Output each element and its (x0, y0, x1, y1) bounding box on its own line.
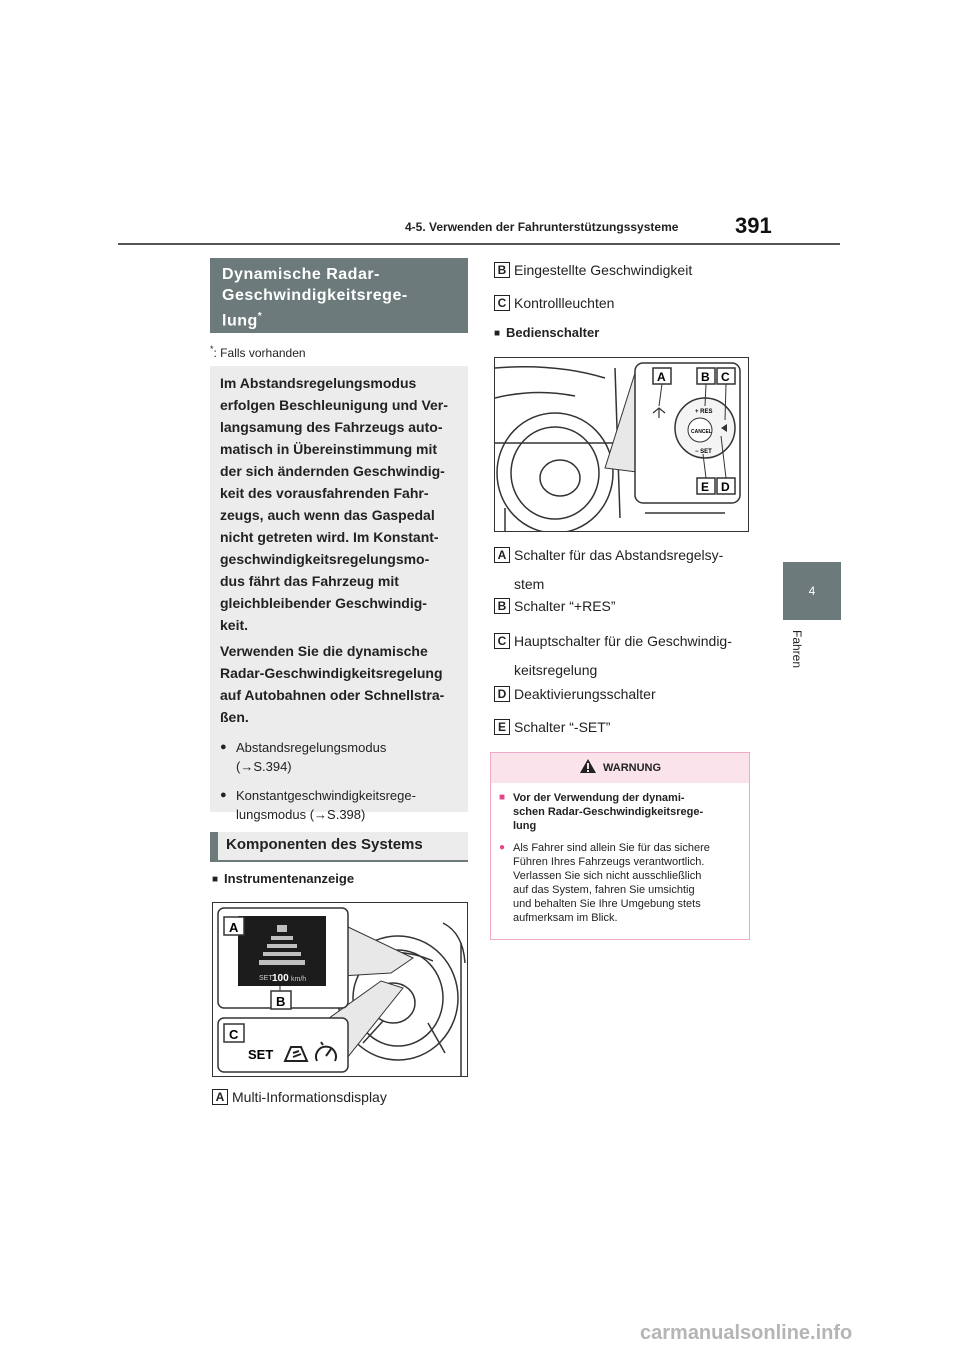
section-title-box (210, 258, 468, 333)
warning-box (490, 752, 750, 940)
intro-paragraph: Im Abstandsregelungsmodus erfolgen Beschleunigung und Ver- langsamung des Fahrzeugs auto- matisch in Übereinstimmung mit der sich ändernden Geschwindig- keit des vorausfahrenden Fahr- zeugs, auch wenn das Gaspedal nicht getreten wird. Im Konstant- geschwindigkeitsregelungsmo- dus fährt das Fahrzeug mit gleichbleibender Geschwindig- keit. (220, 375, 448, 633)
legend-item-a: A Schalter für das Abstandsregelsy- stem (494, 541, 723, 599)
label-a: A (229, 920, 239, 935)
set-speed-label: SET (259, 975, 273, 982)
letter-badge: B (494, 598, 510, 614)
letter-badge: C (494, 295, 510, 311)
cancel-label: CANCEL (691, 429, 712, 435)
legend-item-b: B Eingestellte Geschwindigkeit (494, 256, 692, 285)
set-speed-unit: km/h (291, 976, 307, 983)
usage-paragraph: Verwenden Sie die dynamische Radar-Geschwindigkeitsregelung auf Autobahnen oder Schnellstra- ßen. (220, 643, 445, 725)
instrument-display-illustration (213, 903, 467, 1076)
letter-badge: A (212, 1089, 228, 1105)
info-box (210, 366, 468, 822)
title-line: lung* (222, 311, 263, 330)
watermark: carmanualsonline.info (640, 1322, 853, 1344)
chapter-tab-label: Fahren (790, 630, 804, 669)
steering-switch-illustration (495, 358, 748, 531)
letter-badge: B (494, 262, 510, 278)
letter-badge: A (494, 547, 510, 563)
warning-triangle-icon (579, 758, 597, 774)
res-label: + RES (695, 409, 713, 415)
bullet-constant-speed-mode: ● Konstantgeschwindigkeitsrege- lungsmodus (→S.398) (220, 786, 458, 824)
legend-item-b: B Schalter “+RES” (494, 592, 616, 621)
page-number: 391 (735, 213, 772, 238)
title-line: Dynamische Radar- (222, 266, 380, 283)
section-heading: Komponenten des Systems (210, 832, 468, 862)
warning-header: WARNUNG (491, 753, 749, 783)
operating-switches-figure (494, 357, 749, 532)
page-reference-link[interactable]: (→S.394) (236, 759, 292, 774)
letter-badge: C (494, 633, 510, 649)
label-b: B (276, 994, 286, 1009)
bullet-distance-mode: ● Abstandsregelungsmodus (→S.394) (220, 738, 458, 776)
label-b: B (701, 370, 710, 384)
set-speed-value: 100 (272, 973, 289, 984)
label-e: E (701, 480, 710, 494)
warning-text: ● Als Fahrer sind allein Sie für das sichere Führen Ihres Fahrzeugs verantwortlich. Verlassen Sie sich nicht ausschließlich auf das System, fahren Sie umsichtig und behalten Sie Ihre Umgebung stets aufmerksam im Blick. (499, 841, 741, 925)
set-indicator: SET (248, 1047, 274, 1062)
warning-title: ■ Vor der Verwendung der dynami- schen Radar-Geschwindigkeitsrege- lung (499, 791, 741, 833)
footnote-mark: * (257, 311, 263, 322)
legend-item-c: C Hauptschalter für die Geschwindig- keitsregelung (494, 627, 732, 685)
title-line: Geschwindigkeitsrege- (222, 287, 408, 304)
sub-heading-instrument-display: ■ Instrumentenanzeige (212, 871, 354, 886)
legend-item-d: D Deaktivierungsschalter (494, 680, 656, 709)
chapter-tab: 4 (783, 562, 841, 620)
legend-item-c: C Kontrollleuchten (494, 289, 614, 318)
footnote: *: Falls vorhanden (210, 344, 306, 360)
legend-item-a: A Multi-Informationsdisplay (212, 1083, 387, 1112)
label-c: C (229, 1027, 239, 1042)
header-rule (118, 243, 840, 245)
label-d: D (721, 480, 730, 494)
chapter-title: 4-5. Verwenden der Fahrunterstützungssysteme (405, 220, 679, 234)
instrument-display-figure (212, 902, 468, 1077)
sub-heading-operating-switches: ■ Bedienschalter (494, 325, 599, 340)
legend-item-e: E Schalter “-SET” (494, 713, 610, 742)
letter-badge: E (494, 719, 510, 735)
letter-badge: D (494, 686, 510, 702)
page-reference-link[interactable]: lungsmodus (→S.398) (236, 807, 366, 822)
set-label: − SET (695, 449, 712, 455)
label-c: C (721, 370, 730, 384)
label-a: A (657, 370, 666, 384)
